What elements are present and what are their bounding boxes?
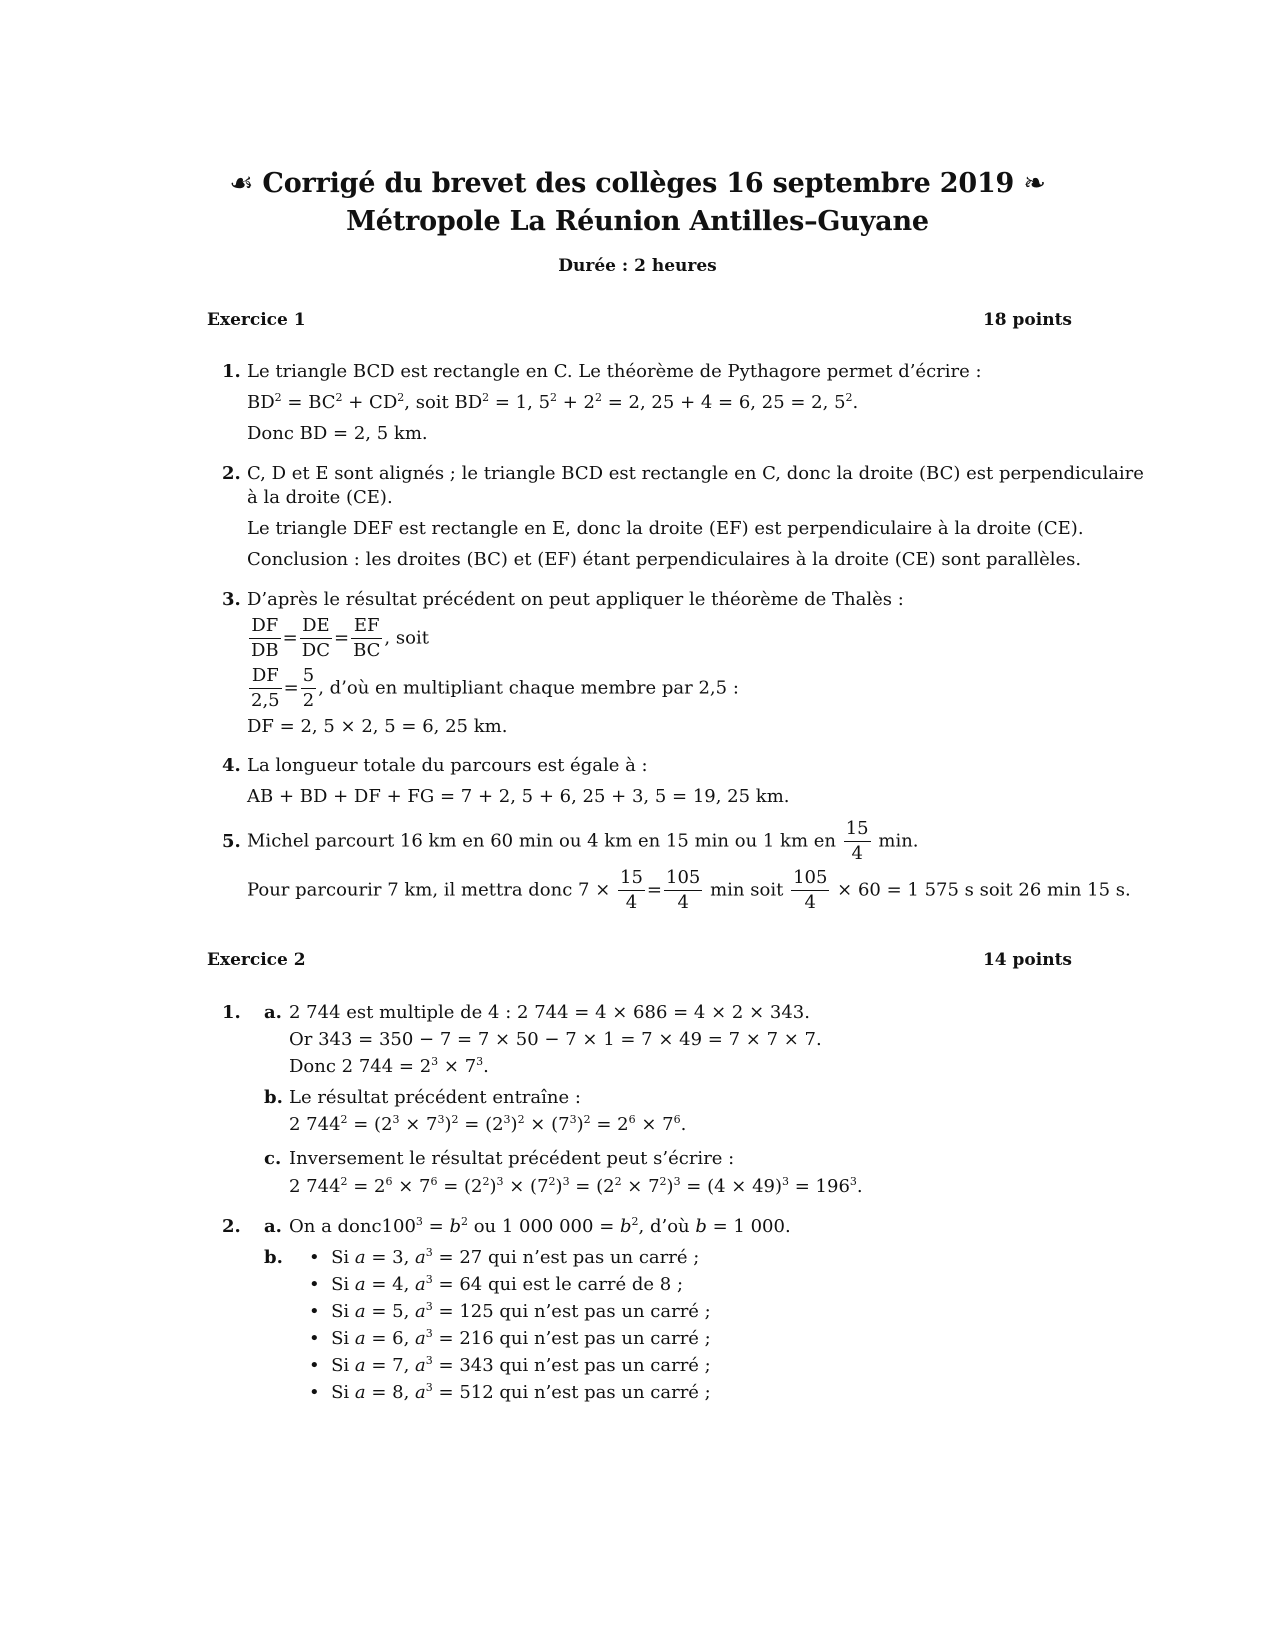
bullet-text: = 216 qui n’est pas un carré ;	[438, 1328, 711, 1349]
left-ornament-icon: ☙	[229, 168, 254, 199]
ex2-q1a-line3: Donc 2 $744 = 2^3 \times 7^3$.	[289, 1055, 489, 1077]
soit-text: , soit	[384, 627, 429, 649]
ex1-q1-line2: $BD^2 = BC^2 + CD^2$, soit $BD^2 = 1$, $5^2 + 2^2 = 2$, 25 + 4 = 6, 25 = 2, $5^2$.	[247, 391, 859, 413]
exercise-1-title: Exercice 1	[207, 310, 306, 330]
ex1-q3-line4: DF = 2, 5 × 2, 5 = 6, 25 km.	[247, 716, 508, 737]
ex1-q1-line1: Le triangle BCD est rectangle en C. Le théorème de Pythagore permet d’écrire :	[247, 361, 982, 382]
fraction-15-4-b: $\frac{15}{4}$	[620, 867, 643, 913]
ex1-q3-line1: D’après le résultat précédent on peut appliquer le théorème de Thalès :	[247, 589, 904, 610]
ex1-q2-number: 2.	[222, 463, 241, 484]
fraction-105-4-b: $\frac{105}{4}$	[793, 867, 828, 913]
ex1-q5-line2a: Pour parcourir 7 km, il mettra donc 7 ×	[247, 879, 611, 901]
fraction-105-4: $\frac{105}{4}$	[666, 867, 701, 913]
bullet-item: • Si a = 7, $a^3 = 343$ qui n’est pas un carré ;	[309, 1354, 711, 1376]
title-line-1: Corrigé du brevet des collèges 16 septembre 2019	[262, 168, 1015, 199]
ex2-q1c-label: c.	[264, 1148, 282, 1169]
exercise-1-header	[207, 310, 1072, 330]
ex1-q4-number: 4.	[222, 755, 241, 776]
ex2-q1-number: 1.	[222, 1002, 241, 1023]
ex1-q4-line2: AB + BD + DF + FG = 7 + 2, 5 + 6, 25 + 3, 5 = 19, 25 km.	[247, 786, 790, 807]
ex2-q1b-label: b.	[264, 1087, 283, 1108]
min-text: min.	[878, 830, 919, 852]
ex1-q5-line1	[247, 817, 919, 866]
ex2-q2a-label: a.	[264, 1216, 282, 1237]
duration-label: Durée : 2 heures	[558, 256, 717, 276]
fraction-15-4: $\frac{15}{4}$	[845, 818, 869, 864]
bullet-item: • Si a = 5, $a^3 = 125$ qui n’est pas un carré ;	[309, 1300, 711, 1322]
exercise-2-title: Exercice 2	[207, 950, 306, 970]
fraction-de-dc: $\frac{DE}{DC}$	[301, 615, 330, 661]
fraction-ef-bc: $\frac{EF}{BC}$	[353, 615, 381, 661]
ex1-q5-line2c: × 60 = 1 575 s soit 26 min 15 s.	[837, 879, 1131, 901]
ex2-q1a-label: a.	[264, 1002, 282, 1023]
page-title	[0, 168, 1275, 199]
fraction-df-2-5: $\frac{DF}{2,5}$	[251, 665, 280, 711]
ex1-q5-line1-text: Michel parcourt 16 km en 60 min ou 4 km en 15 min ou 1 km en	[247, 830, 836, 852]
fraction-df-db: $\frac{DF}{DB}$	[251, 615, 279, 661]
bullet-text: = 125 qui n’est pas un carré ;	[438, 1301, 711, 1322]
ex1-q4-line1: La longueur totale du parcours est égale à :	[247, 755, 648, 776]
ex1-q5-number: 5.	[222, 831, 241, 852]
exercise-2-header	[207, 950, 1072, 970]
ex2-q1b-line2: 2 $744^2 = (2^3 \times 7^3)^2 = (2^3)^2 \times (7^3)^2 = 2^6 \times 7^6$.	[289, 1113, 687, 1135]
bullet-text: = 64 qui est le carré de 8 ;	[438, 1274, 684, 1295]
ex1-q5-line2b: min soit	[710, 879, 784, 901]
bullet-text: = 343 qui n’est pas un carré ;	[438, 1355, 711, 1376]
ex1-q3-ratio-equation: $\frac{DF}{2,5}$ = $\frac{5}{2}$ , d’où en multipliant chaque membre par 2,5 :	[251, 665, 739, 711]
bullet-item: • Si a = 3, $a^3 = 27$ qui n’est pas un carré ;	[309, 1246, 700, 1268]
ex1-q5-line2: Pour parcourir 7 km, il mettra donc 7 × $\frac{15}{4}$ = $\frac{105}{4}$ min soit $\frac{105}{4}$ × 60 = 1 575 s soit 26 min 15 s.	[247, 867, 1131, 913]
ex2-q1c-line2: 2 $744^2 = 2^6 \times 7^6 = (2^2)^3 \times (7^2)^3 = (2^2 \times 7^2)^3 = (4 \times 49)^3 = 196^3$.	[289, 1175, 863, 1197]
ex1-q1-line3: Donc BD = 2, 5 km.	[247, 423, 428, 444]
multiply-text: , d’où en multipliant chaque membre par 2,5 :	[318, 677, 739, 699]
bullet-text: = 512 qui n’est pas un carré ;	[438, 1382, 711, 1403]
ex2-q2-number: 2.	[222, 1216, 241, 1237]
ex1-q2-line3: Le triangle DEF est rectangle en E, donc la droite (EF) est perpendiculaire à la droite (CE).	[247, 518, 1084, 539]
bullet-text: = 27 qui n’est pas un carré ;	[438, 1247, 700, 1268]
ex2-q1b-line1: Le résultat précédent entraîne :	[289, 1087, 581, 1108]
ex2-q2b-label: b.	[264, 1247, 283, 1268]
ex1-q2-line2: à la droite (CE).	[247, 487, 393, 508]
ex1-q3-thales-equation: $\frac{DF}{DB}$ = $\frac{DE}{DC}$ = $\frac{EF}{BC}$ , soit	[251, 615, 429, 661]
ex1-q2-line1: C, D et E sont alignés ; le triangle BCD est rectangle en C, donc la droite (BC) est perpendiculaire	[247, 463, 1144, 484]
bullet-item: • Si a = 8, $a^3 = 512$ qui n’est pas un carré ;	[309, 1381, 711, 1403]
exercise-2-points: 14 points	[982, 950, 1072, 970]
ex2-q1a-line2: Or 343 = 350 − 7 = 7 × 50 − 7 × 1 = 7 × 49 = 7 × 7 × 7.	[289, 1029, 822, 1050]
page-subtitle: Métropole La Réunion Antilles–Guyane	[346, 206, 929, 237]
ex1-q2-line4: Conclusion : les droites (BC) et (EF) étant perpendiculaires à la droite (CE) sont parallèles.	[247, 549, 1082, 570]
ex2-q1a-line1: 2 744 est multiple de 4 : 2 744 = 4 × 686 = 4 × 2 × 343.	[289, 1002, 810, 1023]
ex1-q3-number: 3.	[222, 589, 241, 610]
exercise-1-points: 18 points	[982, 310, 1072, 330]
bullet-item: • Si a = 4, $a^3 = 64$ qui est le carré de 8 ;	[309, 1273, 684, 1295]
ex2-q1c-line1: Inversement le résultat précédent peut s’écrire :	[289, 1148, 735, 1169]
bullet-item: • Si a = 6, $a^3 = 216$ qui n’est pas un carré ;	[309, 1327, 711, 1349]
ex2-q2a-line1: On a $donc100^3 = b^2$ ou 1 000 $000 = b^2$, d’où b = 1 000.	[289, 1215, 791, 1237]
right-ornament-icon: ❧	[1023, 168, 1046, 199]
ex1-q1-number: 1.	[222, 361, 241, 382]
fraction-5-2: $\frac{5}{2}$	[302, 665, 315, 711]
